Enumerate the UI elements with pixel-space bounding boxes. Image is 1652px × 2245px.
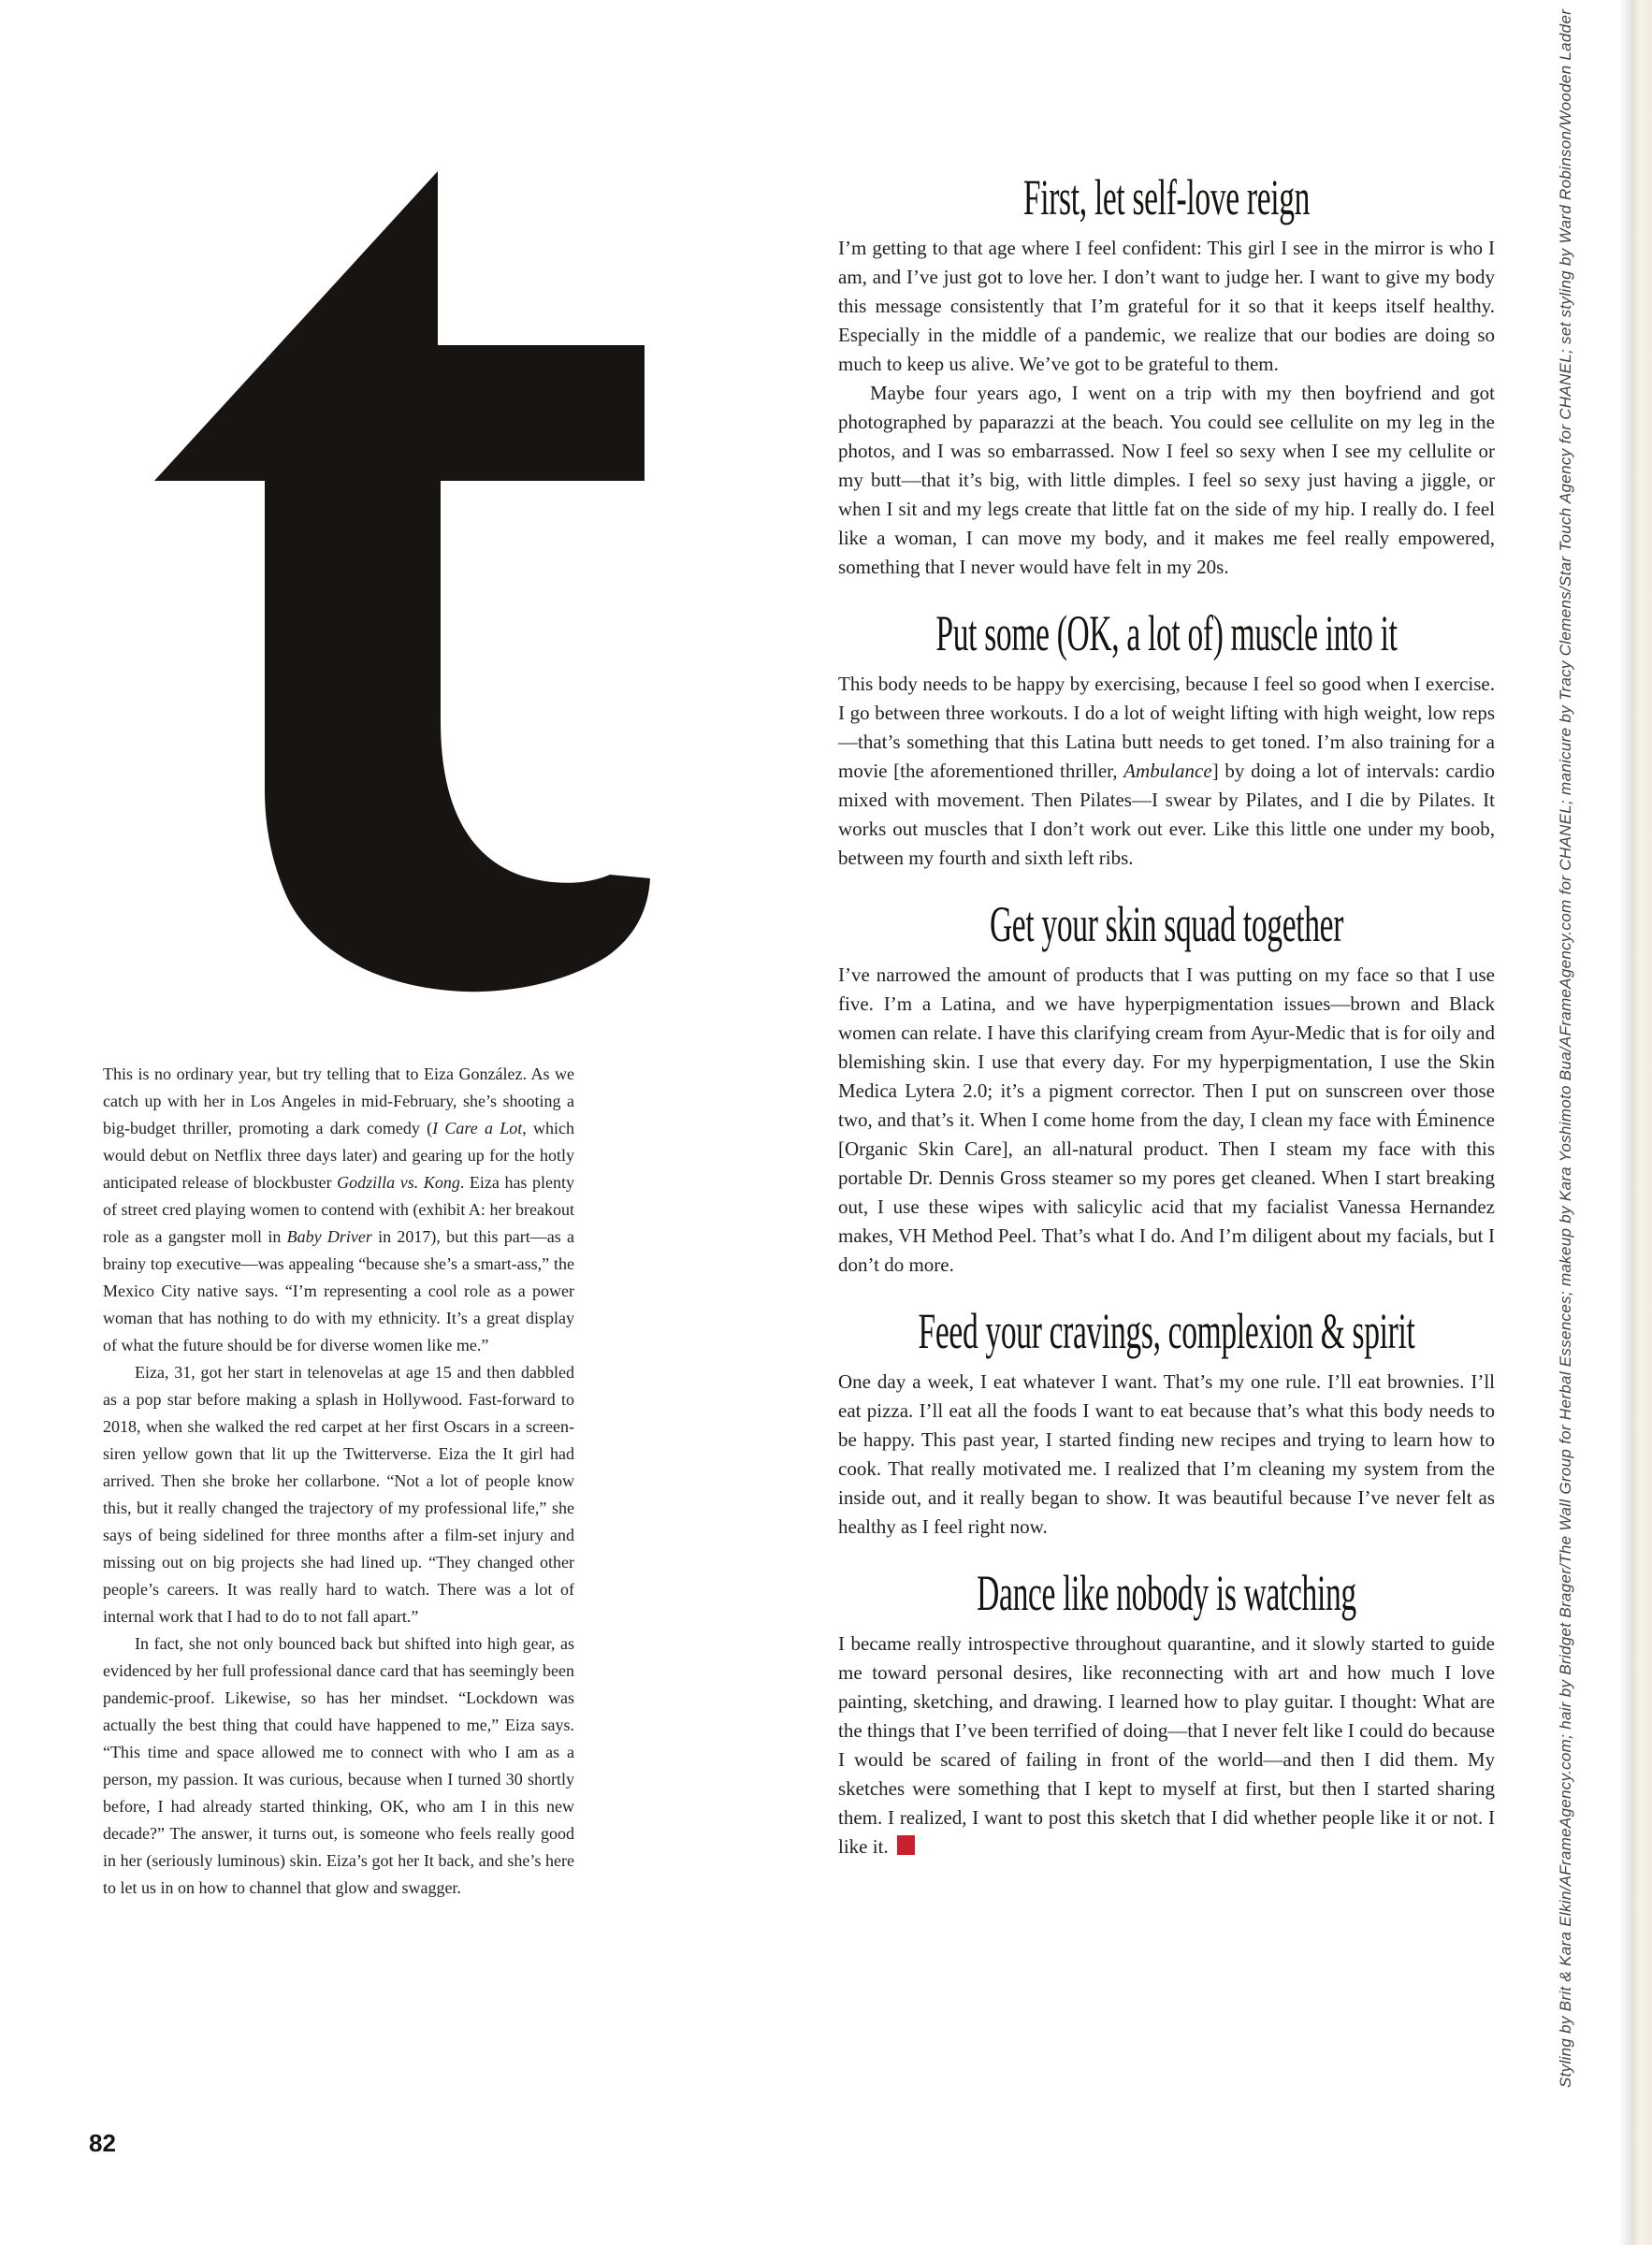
italic-title: I Care a Lot [432, 1119, 523, 1137]
article-section [838, 1304, 1495, 1542]
article-section [838, 606, 1495, 873]
body-paragraph: Maybe four years ago, I went on a trip with my then boyfriend and got photographed by paparazzi at the beach. You could see cellulite on my leg in the photos, and I was so embarrassed. Now I feel so sexy when I see my cellulite or my butt—that it’s big, with little dimples. I feel so sexy just having a jiggle, or when I sit and my legs create that little fat on the side of my hip. I really do. I feel like a woman, I can move my body, and it makes me feel really empowered, something that I never would have felt in my 20s. [838, 382, 1495, 578]
body-paragraph: This is no ordinary year, but try telling that to Eiza González. As we catch up with her in Los Angeles in mid-February, she’s shooting a big-budget thriller, promoting a dark comedy (I Care a Lot, which would debut on Netflix three days later) and gearing up for the hotly anticipated release of blockbuster Godzilla vs. Kong. Eiza has plenty of street cred playing women to contend with (exhibit A: her breakout role as a gangster moll in Baby Driver in 2017), but this part—as a brainy top executive—was appealing “because she’s a smart-ass,” the Mexico City native says. “I’m representing a cool role as a power woman that has nothing to do with my ethnicity. It’s a great display of what the future should be for diverse women like me.” [103, 1065, 574, 1354]
end-mark [897, 1835, 915, 1855]
section-heading: First, let self-love reign [1022, 169, 1311, 225]
body-paragraph: I became really introspective throughout quarantine, and it slowly started to guide me toward personal desires, like reconnecting with art and how much I love painting, sketching, and drawing. I learned how to play guitar. I thought: What are the things that I’ve been terrified of doing—that I never felt like I could do because I would be scared of failing in front of the world—and then I did them. My sketches were something that I kept to myself at first, but then I started sharing them. I realized, I want to post this sketch that I did whether people like it or not. I like it. [838, 1632, 1495, 1858]
body-paragraph: Eiza, 31, got her start in telenovelas at age 15 and then dabbled as a pop star before making a splash in Hollywood. Fast-forward to 2018, when she walked the red carpet at her first Oscars in a screen-siren yellow gown that lit up the Twitterverse. Eiza the It girl had arrived. Then she broke her collarbone. “Not a lot of people know this, but it really changed the trajectory of my professional life,” she says of being sidelined for three months after a film-set injury and missing out on big projects she had lined up. “They changed other people’s careers. It was really hard to watch. There was a lot of internal work that I had to do to not fall apart.” [103, 1363, 574, 1626]
body-paragraph: I’ve narrowed the amount of products that I was putting on my face so that I use five. I’m a Latina, and we have hyperpigmentation issues—brown and Black women can relate. I have this clarifying cream from Ayur-Medic that is for oily and blemishing skin. I use that every day. For my hyperpigmentation, I use the Skin Medica Lytera 2.0; it’s a pigment corrector. Then I put on sunscreen over those two, and that’s it. When I come home from the day, I clean my face with Éminence [Organic Skin Care], an all-natural product. Then I steam my face with this portable Dr. Dennis Gross steamer so my pores get cleaned. When I start breaking out, I use these wipes with salicylic acid that my facialist Vanessa Hernandez makes, VH Method Peel. That’s what I do. And I’m diligent about my facials, but I don’t do more. [838, 963, 1495, 1276]
credits-vertical-text: Styling by Brit & Kara Elkin/AFrameAgency.com; hair by Bridget Brager/The Wall Group for Herbal Essences; makeup by Kara Yoshimoto Bua/AFrameAgency.com for CHANEL; manicure by Tracy Clemens/Star Touch Agency for CHANEL; set styling by Ward Robinson/Wooden Ladder [1557, 8, 1574, 2088]
page-edge [1631, 0, 1652, 2245]
section-heading: Put some (OK, a lot of) muscle into it [935, 605, 1398, 661]
body-paragraph: I’m getting to that age where I feel confident: This girl I see in the mirror is who I am, and I’ve just got to love her. I don’t want to judge her. I want to give my body this message consistently that I’m grateful for it so that it keeps itself healthy. Especially in the middle of a pandemic, we realize that our bodies are doing so much to keep us alive. We’ve got to be grateful to them. [838, 237, 1495, 375]
italic-title: Ambulance [1123, 760, 1212, 782]
italic-title: Godzilla vs. Kong [337, 1173, 460, 1192]
page-edge-shadow [1618, 0, 1631, 2245]
article-section [838, 1566, 1495, 1861]
article-section [838, 170, 1495, 582]
right-column [838, 170, 1495, 1861]
body-paragraph: One day a week, I eat whatever I want. That’s my one rule. I’ll eat brownies. I’ll eat pizza. I’ll eat all the foods I want to eat because that’s what this body needs to be happy. This past year, I started finding new recipes and trying to learn how to cook. That really motivated me. I realized that I’m cleaning my system from the inside out, and it really began to show. It was beautiful because I’ve never felt as healthy as I feel right now. [838, 1370, 1495, 1538]
section-heading: Feed your cravings, complexion & spirit [918, 1303, 1415, 1359]
article-section [838, 897, 1495, 1280]
italic-title: Baby Driver [286, 1227, 372, 1246]
section-heading: Get your skin squad together [989, 896, 1344, 952]
section-heading: Dance like nobody is watching [977, 1565, 1356, 1621]
body-paragraph: This body needs to be happy by exercising, because I feel so good when I exercise. I go between three workouts. I do a lot of weight lifting with high weight, low reps—that’s something that this Latina butt needs to get toned. I’m also training for a movie [the aforementioned thriller, Ambulance] by doing a lot of intervals: cardio mixed with movement. Then Pilates—I swear by Pilates, and I die by Pilates. It works out muscles that I don’t work out ever. Like this little one under my boob, between my fourth and sixth left ribs. [838, 673, 1495, 869]
page-number: 82 [89, 2129, 116, 2157]
drop-cap-t [154, 171, 655, 994]
left-column [103, 1061, 574, 1902]
drop-cap-t-glyph [154, 171, 650, 992]
body-paragraph: In fact, she not only bounced back but shifted into high gear, as evidenced by her full professional dance card that has seemingly been pandemic-proof. Likewise, so has her mindset. “Lockdown was actually the best thing that could have happened to me,” Eiza says. “This time and space allowed me to connect with who I am as a person, my passion. It was curious, because when I turned 30 shortly before, I had already started thinking, OK, who am I in this new decade?” The answer, it turns out, is someone who feels really good in her (seriously luminous) skin. Eiza’s got her It back, and she’s here to let us in on how to channel that glow and swagger. [103, 1634, 574, 1897]
